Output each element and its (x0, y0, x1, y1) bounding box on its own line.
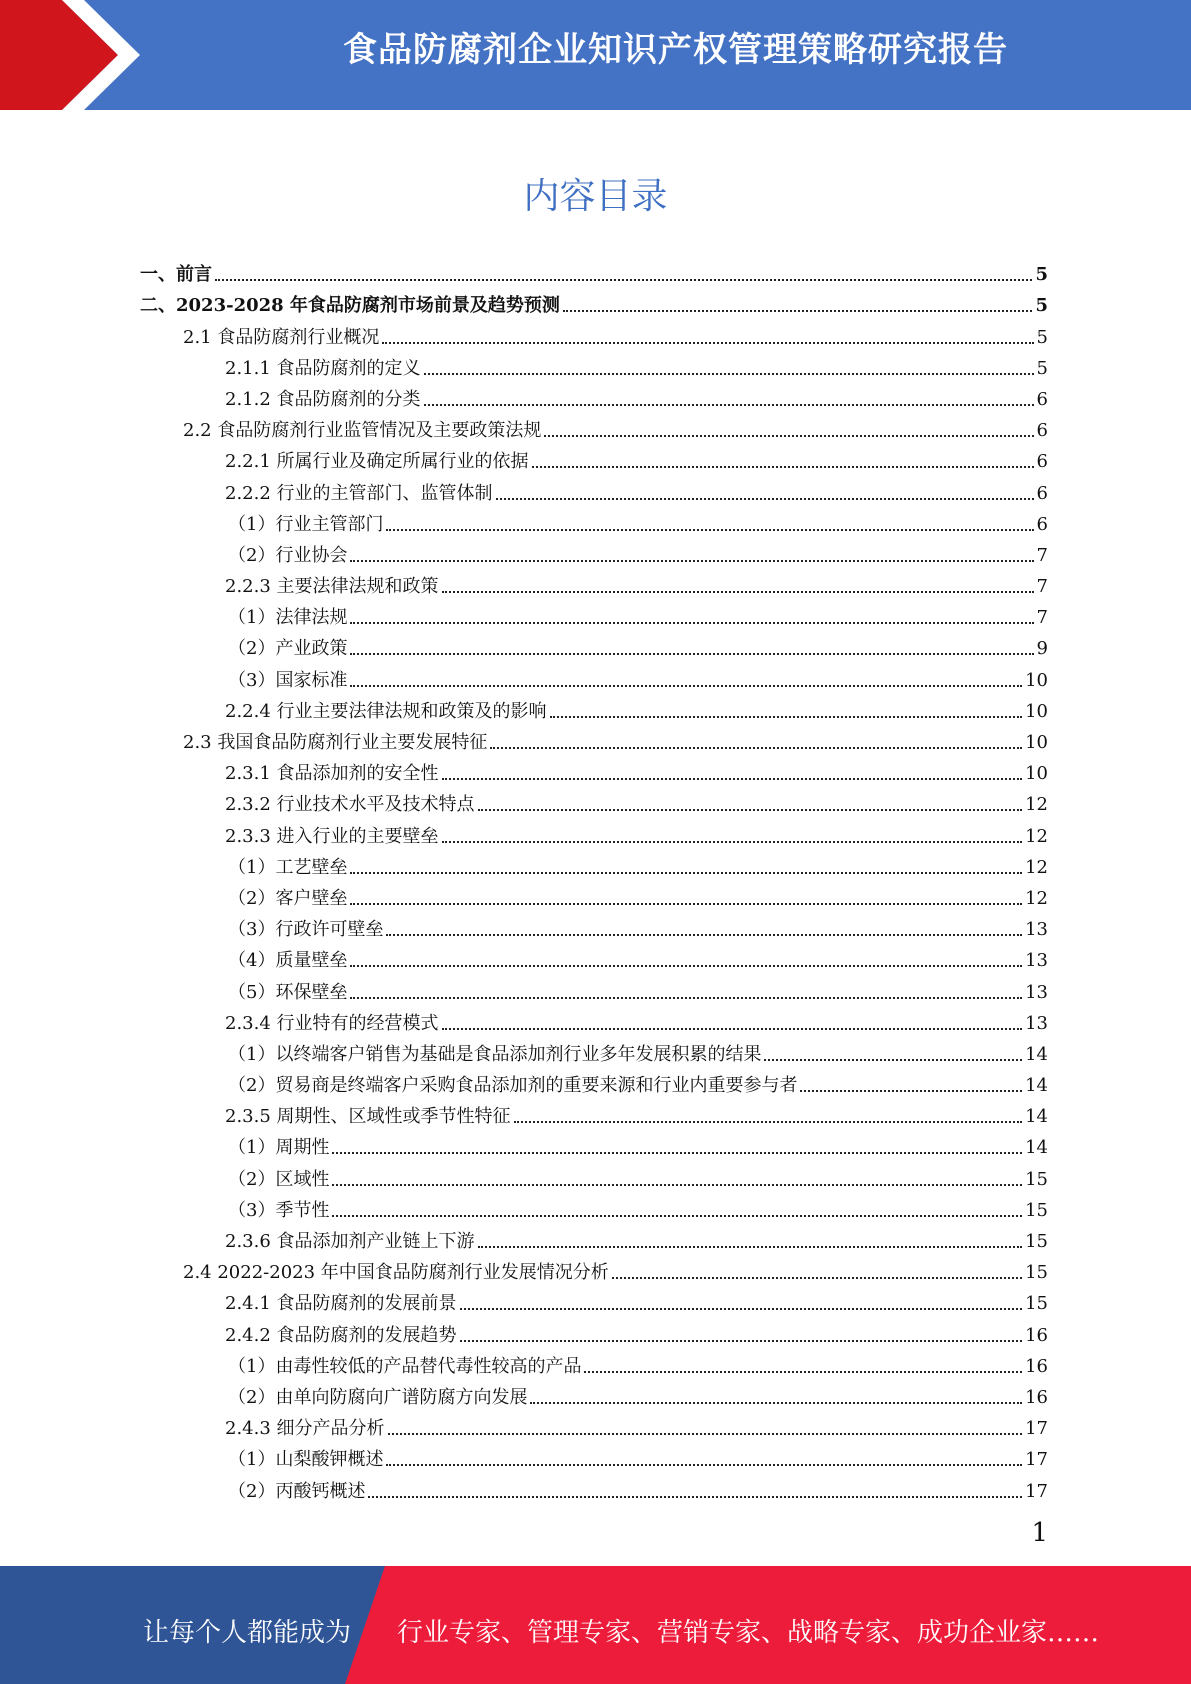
toc-dot-leader (442, 841, 1023, 843)
toc-entry-label: 2.1.2 食品防腐剂的分类 (225, 388, 421, 410)
toc-entry-page: 6 (1036, 388, 1048, 410)
toc-entry-label: 2.4.3 细分产品分析 (225, 1418, 385, 1440)
toc-entry-label: （2）产业政策 (228, 638, 348, 660)
footer-slogan-left: 让每个人都能成为 (143, 1618, 352, 1648)
toc-entry-page: 12 (1025, 794, 1048, 816)
toc-entry[interactable] (140, 317, 1048, 348)
toc-entry-page: 12 (1025, 825, 1048, 847)
toc-heading: 内容目录 (523, 176, 668, 217)
toc-entry-label: 2.4.1 食品防腐剂的发展前景 (225, 1293, 457, 1315)
header-banner (0, 0, 1191, 110)
toc-entry[interactable] (140, 1159, 1048, 1190)
toc-entry[interactable] (140, 879, 1048, 910)
toc-entry[interactable] (140, 505, 1048, 536)
toc-entry-label: 2.3.2 行业技术水平及技术特点 (225, 794, 475, 816)
toc-dot-leader (584, 1371, 1022, 1373)
toc-dot-leader (350, 997, 1022, 999)
toc-dot-leader (612, 1277, 1022, 1279)
toc-entry-page: 5 (1035, 264, 1048, 286)
table-of-contents (140, 255, 1048, 1503)
toc-entry[interactable] (140, 1066, 1048, 1097)
toc-entry-page: 15 (1025, 1262, 1048, 1284)
footer-slogan-right: 行业专家、管理专家、营销专家、战略专家、成功企业家…… (397, 1618, 1100, 1648)
toc-dot-leader (215, 279, 1032, 281)
toc-entry-label: 一、前言 (140, 264, 212, 286)
toc-entry-label: （5）环保壁垒 (228, 981, 348, 1003)
toc-entry[interactable] (140, 1035, 1048, 1066)
toc-dot-leader (424, 404, 1034, 406)
toc-entry-label: （1）由毒性较低的产品替代毒性较高的产品 (228, 1355, 582, 1377)
toc-entry-page: 6 (1036, 420, 1048, 442)
toc-entry[interactable] (140, 380, 1048, 411)
toc-dot-leader (532, 466, 1034, 468)
toc-entry[interactable] (140, 1191, 1048, 1222)
toc-entry[interactable] (140, 1409, 1048, 1440)
toc-dot-leader (350, 965, 1022, 967)
toc-entry[interactable] (140, 910, 1048, 941)
toc-dot-leader (544, 435, 1033, 437)
toc-entry-label: （3）行政许可壁垒 (228, 919, 384, 941)
toc-entry[interactable] (140, 1347, 1048, 1378)
toc-dot-leader (350, 903, 1022, 905)
toc-entry-label: 2.2.2 行业的主管部门、监管体制 (225, 482, 493, 504)
toc-entry[interactable] (140, 1378, 1048, 1409)
toc-dot-leader (764, 1059, 1022, 1061)
toc-entry-page: 17 (1025, 1480, 1048, 1502)
toc-entry-page: 10 (1025, 732, 1048, 753)
toc-entry-label: （4）质量壁垒 (228, 950, 348, 972)
toc-entry-page: 14 (1025, 1106, 1048, 1128)
toc-entry-label: （1）周期性 (228, 1137, 330, 1159)
toc-entry[interactable] (140, 692, 1048, 723)
toc-entry-label: （1）法律法规 (228, 607, 348, 629)
toc-entry-label: 2.2 食品防腐剂行业监管情况及主要政策法规 (183, 420, 542, 442)
toc-entry-label: 2.4.2 食品防腐剂的发展趋势 (225, 1324, 457, 1346)
toc-entry-label: 2.3 我国食品防腐剂行业主要发展特征 (183, 732, 488, 753)
page-number: 1 (1031, 1518, 1048, 1548)
toc-entry-label: （2）由单向防腐向广谱防腐方向发展 (228, 1386, 528, 1408)
toc-entry-label: （1）工艺壁垒 (228, 856, 348, 878)
toc-entry-label: （1）以终端客户销售为基础是食品添加剂行业多年发展积累的结果 (228, 1043, 762, 1065)
toc-entry-page: 15 (1025, 1168, 1048, 1190)
toc-entry[interactable] (140, 349, 1048, 380)
toc-entry-page: 14 (1025, 1137, 1048, 1159)
toc-entry-label: 2.3.1 食品添加剂的安全性 (225, 763, 439, 785)
toc-entry-label: （1）山梨酸钾概述 (228, 1449, 384, 1471)
toc-dot-leader (442, 591, 1034, 593)
toc-entry[interactable] (140, 1097, 1048, 1128)
toc-entry-page: 15 (1025, 1199, 1048, 1221)
toc-entry[interactable] (140, 598, 1048, 629)
toc-entry[interactable] (140, 754, 1048, 785)
toc-dot-leader (350, 560, 1033, 562)
toc-entry-page: 17 (1025, 1449, 1048, 1471)
toc-dot-leader (424, 373, 1034, 375)
toc-entry-label: 2.4 2022-2023 年中国食品防腐剂行业发展情况分析 (183, 1262, 609, 1284)
toc-entry-label: （2）贸易商是终端客户采购食品添加剂的重要来源和行业内重要参与者 (228, 1075, 798, 1097)
toc-entry-page: 7 (1036, 544, 1048, 566)
toc-entry-label: 2.3.6 食品添加剂产业链上下游 (225, 1231, 475, 1252)
toc-entry[interactable] (140, 1128, 1048, 1159)
toc-entry[interactable] (140, 1471, 1048, 1502)
toc-dot-leader (386, 934, 1022, 936)
toc-entry-page: 16 (1025, 1324, 1048, 1346)
toc-entry[interactable] (140, 567, 1048, 598)
toc-dot-leader (332, 1215, 1022, 1217)
report-title: 食品防腐剂企业知识产权管理策略研究报告 (343, 30, 1008, 70)
toc-entry-page: 16 (1025, 1355, 1048, 1377)
toc-entry-label: 2.1 食品防腐剂行业概况 (183, 326, 380, 348)
toc-entry-page: 16 (1025, 1386, 1048, 1408)
toc-entry[interactable] (140, 660, 1048, 691)
toc-entry-page: 14 (1025, 1075, 1048, 1097)
toc-entry-page: 10 (1025, 669, 1048, 691)
toc-entry[interactable] (140, 629, 1048, 660)
toc-entry-page: 6 (1036, 513, 1048, 535)
toc-entry[interactable] (140, 785, 1048, 816)
toc-dot-leader (563, 310, 1033, 312)
toc-dot-leader (800, 1090, 1022, 1092)
toc-dot-leader (368, 1496, 1022, 1498)
toc-dot-leader (332, 1152, 1022, 1154)
toc-dot-leader (350, 653, 1033, 655)
toc-dot-leader (460, 1308, 1023, 1310)
toc-entry[interactable] (140, 1253, 1048, 1284)
toc-entry-label: （3）季节性 (228, 1199, 330, 1221)
toc-dot-leader (550, 716, 1023, 718)
toc-dot-leader (382, 342, 1033, 344)
toc-entry-label: 2.2.4 行业主要法律法规和政策及的影响 (225, 700, 547, 722)
toc-entry[interactable] (140, 1284, 1048, 1315)
toc-entry-page: 13 (1025, 950, 1048, 972)
toc-entry-label: 2.1.1 食品防腐剂的定义 (225, 357, 421, 379)
toc-entry[interactable] (140, 536, 1048, 567)
toc-entry[interactable] (140, 1222, 1048, 1253)
toc-entry-page: 10 (1025, 700, 1048, 722)
toc-entry-page: 13 (1025, 981, 1048, 1003)
toc-dot-leader (350, 622, 1033, 624)
toc-entry-label: （1）行业主管部门 (228, 513, 384, 535)
toc-entry-page: 10 (1025, 763, 1048, 785)
toc-entry-page: 5 (1036, 326, 1048, 348)
toc-entry-page: 13 (1025, 919, 1048, 941)
toc-entry-page: 17 (1025, 1418, 1048, 1440)
toc-entry-label: （2）行业协会 (228, 544, 348, 566)
toc-entry-label: （2）区域性 (228, 1168, 330, 1190)
toc-entry-label: 2.2.3 主要法律法规和政策 (225, 576, 439, 598)
toc-entry-label: 二、2023-2028 年食品防腐剂市场前景及趋势预测 (140, 295, 560, 317)
toc-entry[interactable] (140, 1004, 1048, 1035)
toc-entry-page: 12 (1025, 856, 1048, 878)
toc-entry-page: 14 (1025, 1043, 1048, 1065)
toc-entry[interactable] (140, 941, 1048, 972)
toc-entry-page: 15 (1025, 1293, 1048, 1315)
toc-dot-leader (442, 1028, 1023, 1030)
toc-entry-label: （2）丙酸钙概述 (228, 1480, 366, 1502)
toc-entry-label: 2.2.1 所属行业及确定所属行业的依据 (225, 451, 529, 473)
toc-dot-leader (386, 529, 1033, 531)
toc-dot-leader (332, 1184, 1022, 1186)
toc-entry-label: 2.3.4 行业特有的经营模式 (225, 1012, 439, 1034)
toc-entry[interactable] (140, 848, 1048, 879)
toc-entry-page: 12 (1025, 887, 1048, 909)
toc-dot-leader (386, 1464, 1022, 1466)
toc-entry-page: 5 (1035, 295, 1048, 317)
toc-dot-leader (388, 1433, 1023, 1435)
toc-entry-label: 2.3.5 周期性、区域性或季节性特征 (225, 1106, 511, 1128)
footer-banner (0, 1566, 1191, 1684)
header-chevron-icon (0, 0, 160, 110)
toc-dot-leader (350, 685, 1022, 687)
toc-entry-label: （3）国家标准 (228, 669, 348, 691)
toc-entry[interactable] (140, 723, 1048, 754)
toc-dot-leader (478, 809, 1023, 811)
toc-entry-page: 6 (1036, 482, 1048, 504)
toc-entry[interactable] (140, 473, 1048, 504)
toc-entry[interactable] (140, 1315, 1048, 1346)
toc-entry-page: 7 (1036, 607, 1048, 629)
toc-dot-leader (350, 872, 1022, 874)
toc-entry[interactable] (140, 442, 1048, 473)
toc-entry[interactable] (140, 411, 1048, 442)
toc-entry[interactable] (140, 1440, 1048, 1471)
toc-entry-label: 2.3.3 进入行业的主要壁垒 (225, 825, 439, 847)
toc-entry[interactable] (140, 286, 1048, 317)
toc-entry[interactable] (140, 972, 1048, 1003)
toc-dot-leader (478, 1246, 1023, 1248)
toc-entry-page: 15 (1025, 1231, 1048, 1252)
toc-entry-page: 9 (1036, 638, 1048, 660)
toc-dot-leader (496, 498, 1034, 500)
toc-dot-leader (514, 1121, 1023, 1123)
toc-dot-leader (442, 778, 1023, 780)
toc-entry-page: 6 (1036, 451, 1048, 473)
toc-entry-page: 7 (1036, 576, 1048, 598)
toc-entry-page: 13 (1025, 1012, 1048, 1034)
toc-entry-label: （2）客户壁垒 (228, 887, 348, 909)
toc-entry-page: 5 (1036, 357, 1048, 379)
toc-dot-leader (460, 1340, 1023, 1342)
toc-entry[interactable] (140, 816, 1048, 847)
toc-dot-leader (530, 1402, 1022, 1404)
toc-dot-leader (490, 747, 1022, 749)
toc-entry[interactable] (140, 255, 1048, 286)
